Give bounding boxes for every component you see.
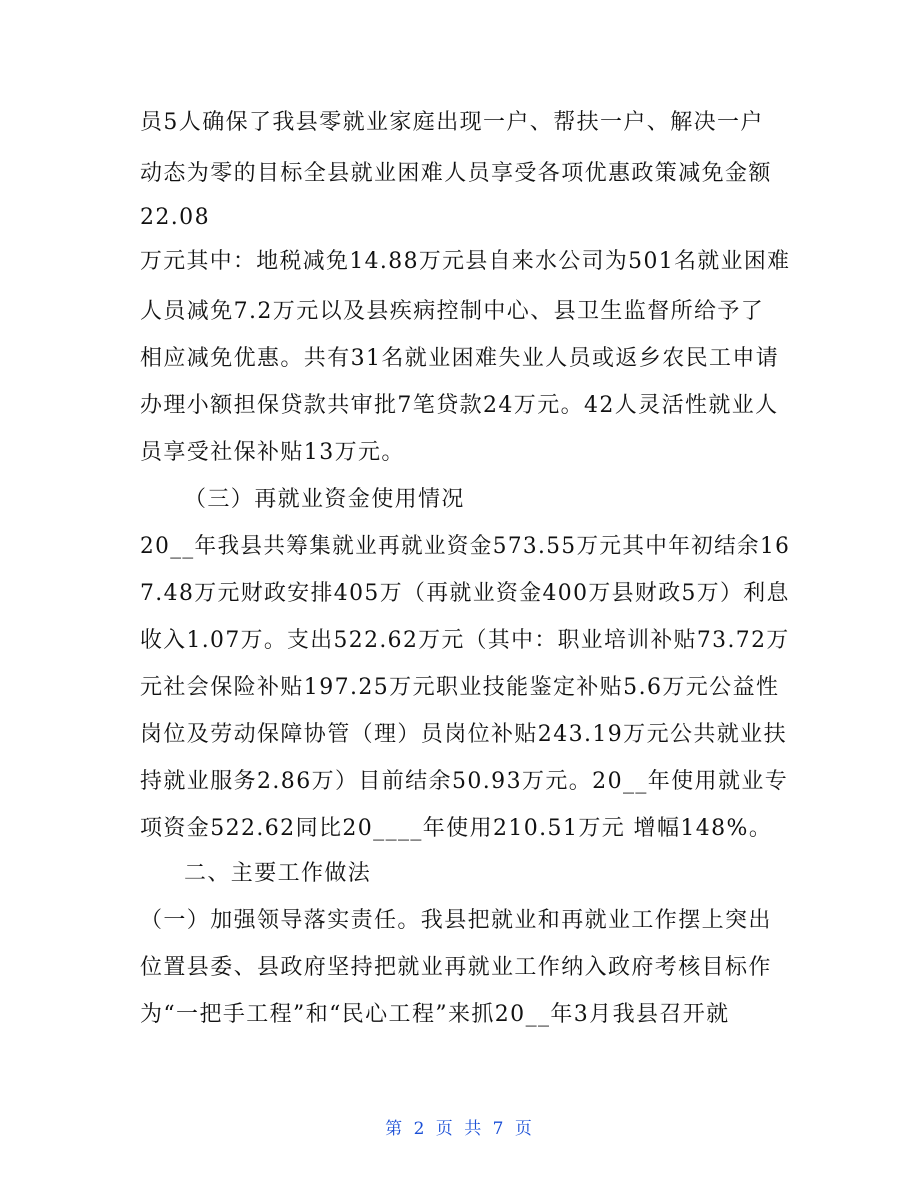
text-line: 位置县委、县政府坚持把就业再就业工作纳入政府考核目标作: [140, 955, 772, 980]
text-line: 人员减免7.2万元以及县疾病控制中心、县卫生监督所给予了: [140, 299, 765, 324]
text-line: 万元其中：地税减免14.88万元县自来水公司为501名就业困难: [140, 249, 791, 274]
text-line: 收入1.07万。支出522.62万元（其中：职业培训补贴73.72万: [140, 628, 790, 653]
text-line: 元社会保险补贴197.25万元职业技能鉴定补贴5.6万元公益性: [140, 675, 780, 700]
section-heading: （三）再就业资金使用情况: [184, 487, 465, 512]
text-line: 办理小额担保贷款共审批7笔贷款24万元。42人灵活性就业人: [140, 393, 779, 418]
text-line: 员享受社保补贴13万元。: [140, 440, 405, 465]
text-line: 持就业服务2.86万）目前结余50.93万元。20__年使用就业专: [140, 769, 789, 794]
text-line: 相应减免优惠。共有31名就业困难失业人员或返乡农民工申请: [140, 346, 780, 371]
text-line: 22.08: [140, 205, 210, 230]
text-line: 为“一把手工程”和“民心工程”来抓20__年3月我县召开就: [140, 1002, 730, 1027]
text-line: 岗位及劳动保障协管（理）员岗位补贴243.19万元公共就业扶: [140, 722, 787, 747]
text-line: 20__年我县共筹集就业再就业资金573.55万元其中年初结余16: [140, 534, 791, 559]
text-line: 项资金522.62同比20____年使用210.51万元 增幅148%。: [140, 816, 773, 841]
text-line: 员5人确保了我县零就业家庭出现一户、帮扶一户、解决一户: [140, 110, 764, 135]
text-line: （一）加强领导落实责任。我县把就业和再就业工作摆上突出: [140, 908, 772, 933]
text-line: 动态为零的目标全县就业困难人员享受各项优惠政策减免金额: [140, 161, 772, 186]
section-heading: 二、主要工作做法: [184, 861, 372, 886]
text-line: 7.48万元财政安排405万（再就业资金400万县财政5万）利息: [140, 581, 790, 606]
page-number-footer: 第 2 页 共 7 页: [385, 1119, 535, 1139]
